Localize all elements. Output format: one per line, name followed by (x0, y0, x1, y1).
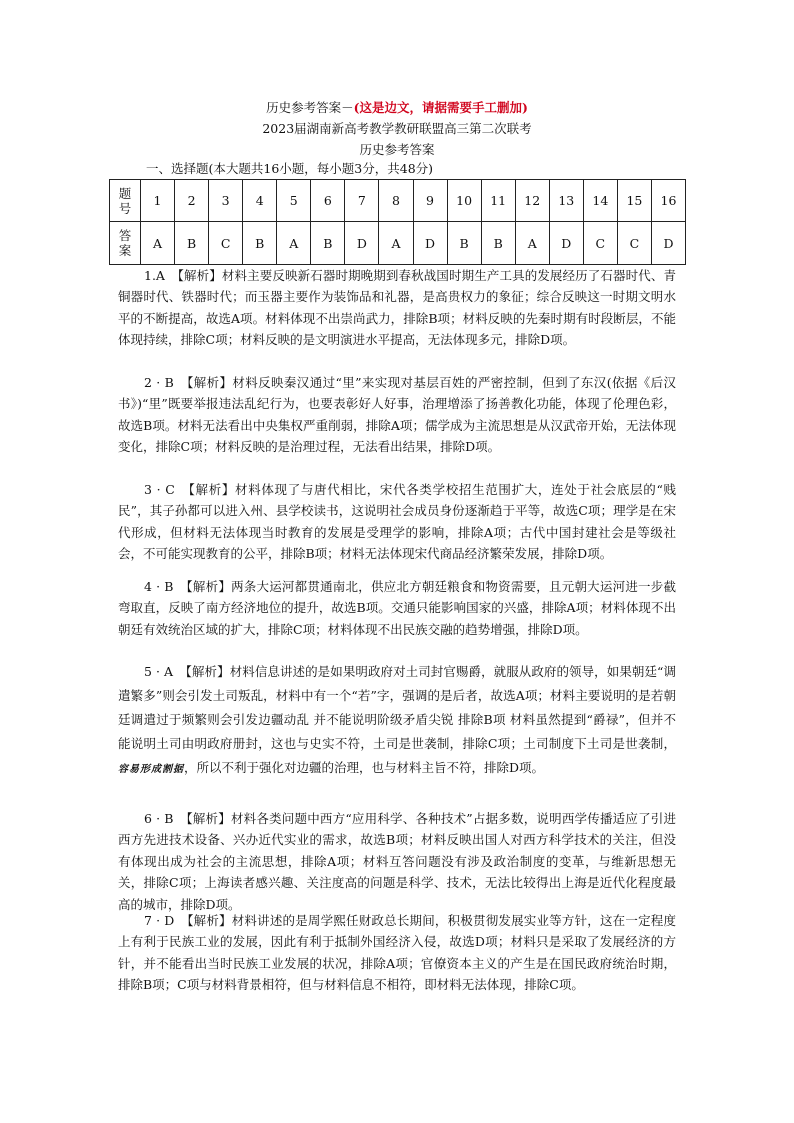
number-cell: 1 (141, 180, 175, 222)
explanation-text: 材料体现了与唐代相比，宋代各类学校招生范围扩大，连处于社会底层的“贱民”，其子孙都可以进入州、县学校读书，这说明社会成员身份逐渐趋于平等，故选C项；理学是在宋代形成，但材料无法体现当时教育的发展是受理学的影响，排除A项；古代中国封建社会是等级社会，不可能实现教育的公平，排除B项；材料无法体现宋代商品经济繁荣发展，排除D项。 (118, 482, 676, 562)
answer-cell: D (345, 222, 379, 265)
row-label-number (110, 180, 141, 222)
explanation-5 (118, 660, 676, 782)
answer-cell: D (549, 222, 583, 265)
number-cell: 11 (481, 180, 515, 222)
answer-table (109, 179, 686, 265)
answer-cell: C (583, 222, 617, 265)
explanation-text: 材料各类问题中西方“应用科学、各种技术”占据多数，说明西学传播适应了引进西方先进技术设备、兴办近代实业的需求，故选B项；材料反映出国人对西方科学技术的关注，但没有体现出成为社会的主流思想，排除A项；材料互答问题没有涉及政治制度的变革，与维新思想无关，排除C项；上海读者感兴趣、关注度高的问题是科学、技术，无法比较得出上海是近代化程度最高的城市，排除D项。 (118, 811, 676, 912)
explanation-text: 材料讲述的是周学熙任财政总长期间，积极贯彻发展实业等方针，这在一定程度上有利于民族工业的发展，因此有利于抵制外国经济入侵，故选D项；材料只是采取了发展经济的方针，并不能看出当时民族工业发展的状况，排除A项；官僚资本主义的产生是在国民政府统治时期，排除B项；C项与材料背景相符，但与材料信息不相符，即材料无法体现，排除C项。 (118, 913, 676, 993)
explanation-text: 材料主要反映新石器时期晚期到春秋战国时期生产工具的发展经历了石器时代、青铜器时代、铁器时代；而玉器主要作为装饰品和礼器，是高贵权力的象征；综合反映这一时期文明水平的不断提高，故选A项。材料体现不出崇尚武力，排除B项；材料反映的先秦时期有时段断层，不能体现持续，排除C项；材料反映的是文明演进水平提高，无法体现多元，排除D项。 (118, 268, 676, 348)
explanation-lead: 7 · D 【解析】 (144, 913, 232, 928)
answer-cell: A (379, 222, 413, 265)
answer-cell: D (651, 222, 685, 265)
number-cell: 7 (345, 180, 379, 222)
document-title: 历史参考答案 (359, 142, 435, 157)
explanation-lead: 2 · B 【解析】 (144, 375, 233, 390)
explanation-text: 两条大运河都贯通南北，供应北方朝廷粮食和物资需要，且元朝大运河进一步截弯取直，反映了南方经济地位的提升，故选B项。交通只能影响国家的兴盛，排除A项；材料体现不出朝廷有效统治区域的扩大，排除C项；材料体现不出民族交融的趋势增强，排除D项。 (118, 579, 676, 637)
explanation-text: 材料反映秦汉通过“里”来实现对基层百姓的严密控制，但到了东汉(依据《后汉书》)“里”既要举报违法乱纪行为，也要表彰好人好事，治理增添了扬善教化功能，体现了伦理色彩，故选B项。材料无法看出中央集权严重削弱，排除A项；儒学成为主流思想是从汉武帝开始，无法体现变化，排除C项；材料反映的是治理过程，无法看出结果，排除D项。 (118, 375, 676, 455)
number-cell: 2 (175, 180, 209, 222)
answer-cell: D (413, 222, 447, 265)
number-cell: 14 (583, 180, 617, 222)
row-label-text: 题号 (118, 185, 132, 216)
number-cell: 8 (379, 180, 413, 222)
number-cell: 16 (651, 180, 685, 222)
number-cell: 12 (515, 180, 549, 222)
number-cell: 10 (447, 180, 481, 222)
number-cell: 15 (617, 180, 651, 222)
number-cell: 9 (413, 180, 447, 222)
number-cell: 4 (243, 180, 277, 222)
row-label-answer (110, 222, 141, 265)
explanation-text: 材料信息讲述的是如果明政府对土司封官赐爵，就服从政府的领导，如果朝廷“调遣繁多”则会引发土司叛乱，材料中有一个“若”字，强调的是后者，故选A项；材料主要说明的是若朝廷调遣过于频繁则会引发边疆动乱 并不能说明阶级矛盾尖锐 排除B项 材料虽然提到“爵禄”，但并不能说明土司由明政府册封，这也与史实不符，土司是世袭制，排除C项；土司制度下土司是世袭制， (118, 664, 676, 751)
explanation-text: ，所以不利于强化对边疆的治理，也与材料主旨不符，排除D项。 (184, 760, 545, 775)
explanation-lead: 3 · C 【解析】 (144, 482, 236, 497)
section-heading: 一、选择题(本大题共16小题，每小题3分，共48分) (146, 161, 434, 176)
answer-cell: C (209, 222, 243, 265)
explanation-1 (118, 265, 676, 351)
explanation-2 (118, 372, 676, 458)
row-label-text: 答案 (118, 228, 132, 258)
explanation-4 (118, 576, 676, 640)
explanation-6 (118, 808, 676, 915)
title-prefix: 历史参考答案－ (266, 100, 354, 115)
answer-cell: B (311, 222, 345, 265)
number-cell: 3 (209, 180, 243, 222)
explanation-lead: 5 · A 【解析】 (144, 664, 230, 679)
explanation-3 (118, 479, 676, 565)
explanation-7 (118, 910, 676, 996)
answer-row (110, 222, 686, 265)
number-cell: 6 (311, 180, 345, 222)
explanation-lead: 1.A 【解析】 (144, 268, 222, 283)
answer-cell: A (515, 222, 549, 265)
handwritten-insert: 容易形成割据 (118, 764, 184, 775)
exam-subtitle: 2023届湖南新高考教学教研联盟高三第二次联考 (262, 121, 532, 136)
number-cell: 13 (549, 180, 583, 222)
header-line (0, 98, 794, 116)
answer-cell: A (141, 222, 175, 265)
answer-cell: B (175, 222, 209, 265)
answer-cell: B (447, 222, 481, 265)
number-cell: 5 (277, 180, 311, 222)
answer-cell: B (243, 222, 277, 265)
explanation-lead: 6 · B 【解析】 (144, 811, 231, 826)
title-note: (这是边文，请据需要手工删加) (353, 100, 528, 115)
answer-cell: C (617, 222, 651, 265)
answer-cell: A (277, 222, 311, 265)
question-number-row (110, 180, 686, 222)
explanation-lead: 4 · B 【解析】 (144, 579, 232, 594)
answer-cell: B (481, 222, 515, 265)
